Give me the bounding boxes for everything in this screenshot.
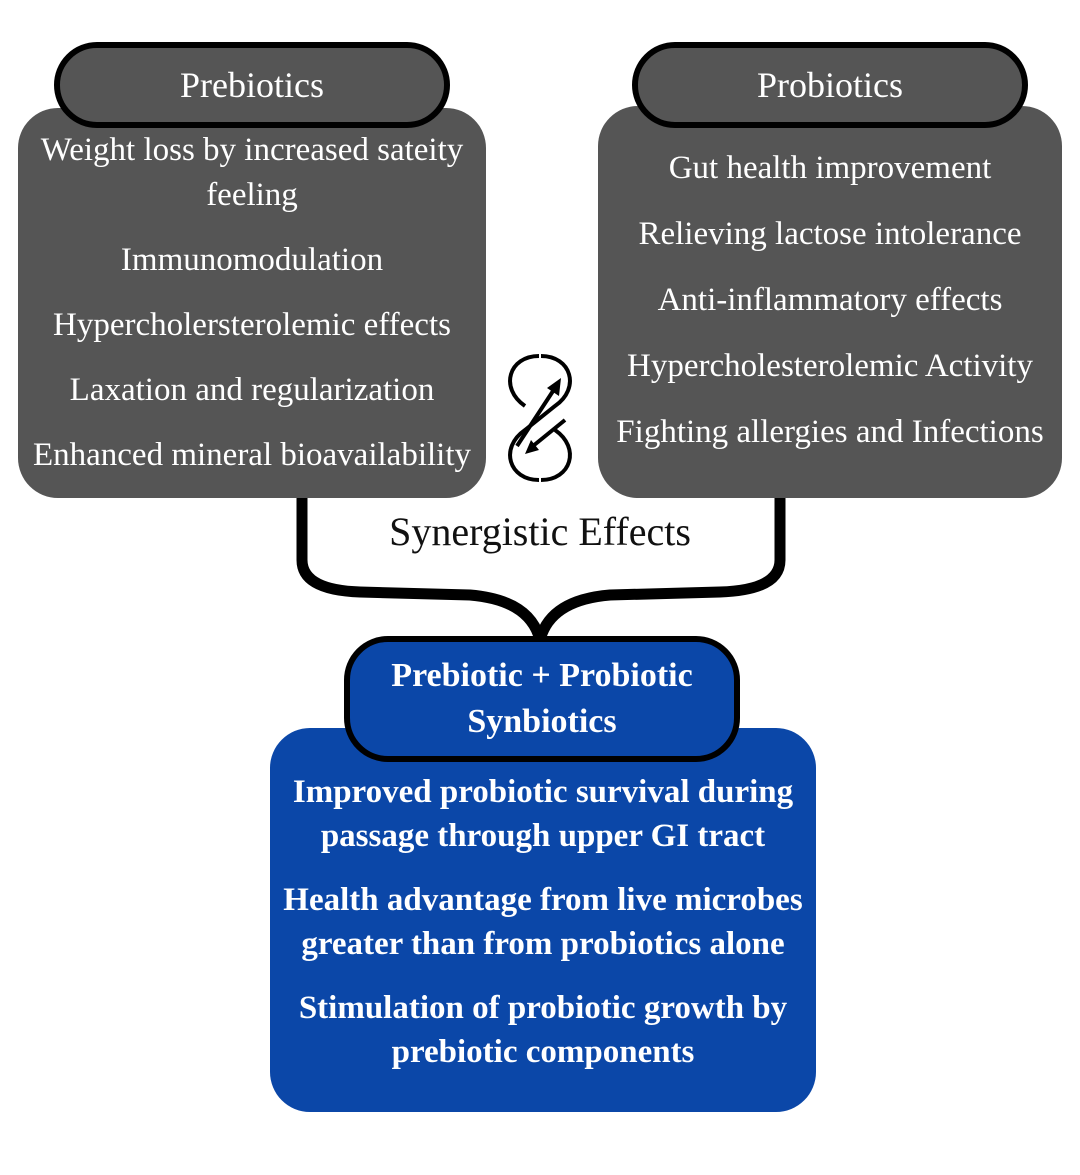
cycle-arrows-icon: [495, 348, 585, 488]
probiotics-item: Fighting allergies and Infections: [616, 414, 1044, 450]
synbiotics-list: [270, 770, 816, 1094]
prebiotics-box: [18, 108, 486, 498]
prebiotics-item: Enhanced mineral bioavailability: [32, 437, 471, 473]
synbiotics-title-line2: Synbiotics: [467, 703, 617, 740]
synbiotics-item: Health advantage from live microbes greater than from probiotics alone: [283, 882, 803, 962]
prebiotics-item: Weight loss by increased sateity feeling: [40, 132, 464, 213]
synbiotics-item: Improved probiotic survival during passage through upper GI tract: [292, 774, 794, 854]
prebiotics-title-text: Prebiotics: [180, 65, 324, 105]
synergy-label: Synergistic Effects: [389, 509, 691, 554]
probiotics-item: Relieving lactose intolerance: [638, 216, 1022, 252]
probiotics-item: Gut health improvement: [668, 150, 992, 186]
synbiotics-box: [270, 728, 816, 1112]
prebiotics-item: Hypercholersterolemic effects: [53, 307, 451, 343]
prebiotics-item: Immunomodulation: [120, 242, 384, 278]
synbiotics-item: Stimulation of probiotic growth by prebiotic components: [298, 990, 788, 1070]
probiotics-item: Anti-inflammatory effects: [657, 282, 1003, 318]
synbiotics-title: [344, 636, 740, 762]
synbiotics-title-line1: Prebiotic + Probiotic: [391, 657, 693, 694]
probiotics-box: [598, 106, 1062, 498]
prebiotics-title: [54, 42, 450, 128]
probiotics-list: [598, 146, 1062, 476]
probiotics-title: [632, 42, 1028, 128]
prebiotics-item: Laxation and regularization: [69, 372, 435, 408]
prebiotics-list: [18, 128, 486, 498]
probiotics-item: Hypercholesterolemic Activity: [627, 348, 1033, 384]
probiotics-title-text: Probiotics: [756, 65, 903, 105]
